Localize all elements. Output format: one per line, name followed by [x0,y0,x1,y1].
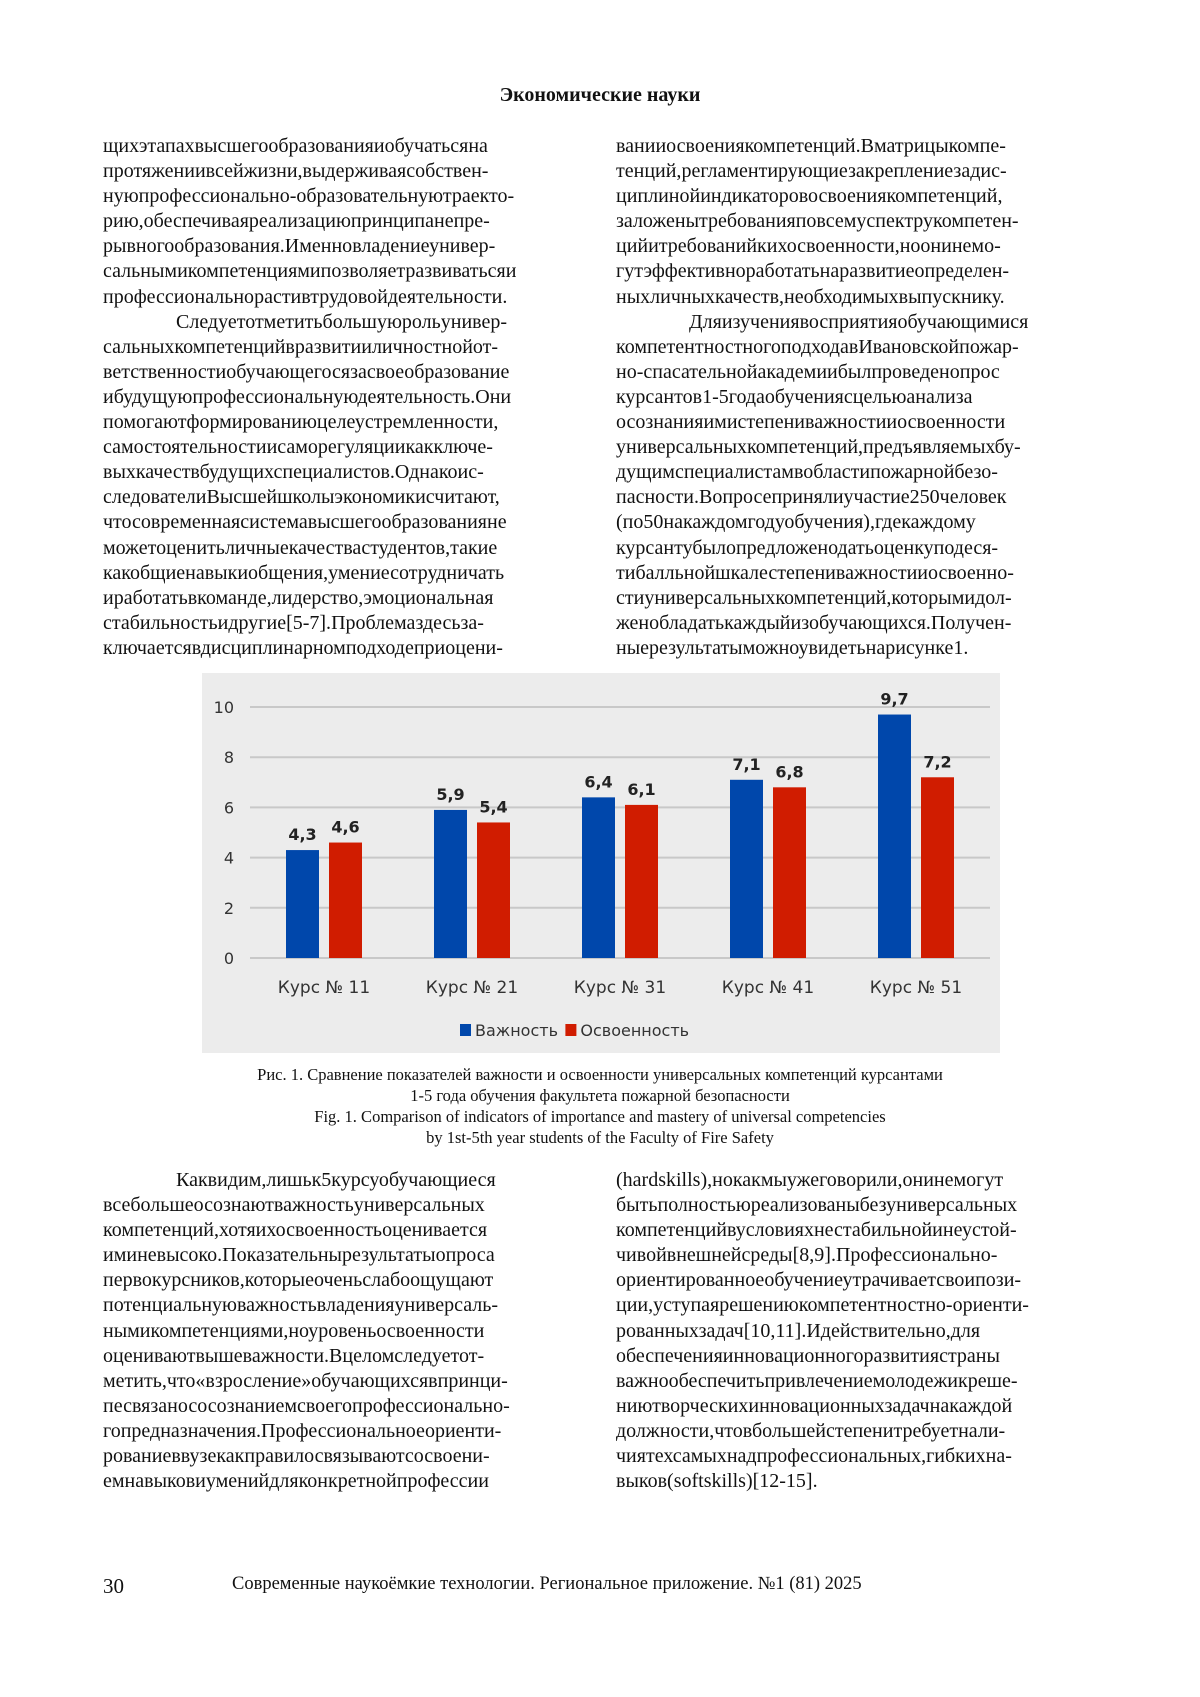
data-label: 4,3 [288,825,317,845]
text-line: рованныхзадач[10,11].Идействительно,для [616,1319,981,1342]
text-line: рованиеввузекакправилосвязываютсосвоени- [103,1445,490,1468]
x-category-label: Курс № 11 [277,978,371,998]
x-category-label: Курс № 51 [869,978,963,998]
text-line: ключаетсявдисциплинарномподходеприоцени- [103,636,503,659]
text-line: сальнымикомпетенциямипозволяетразвиватьсяи [103,260,517,283]
text-line: иработатьвкоманде,лидерство,эмоциональная [103,586,494,609]
text-line: тибалльнойшкалестепениважностииосвоенно- [616,561,1014,584]
text-column-bottom-right [616,1168,1098,1494]
text-line: нымикомпетенциями,ноуровеньосвоенности [103,1319,485,1342]
text-line: следователиВысшейшколыэкономикисчитают, [103,486,500,509]
text-line: курсантубылопредложенодатьоценкуподеся- [616,536,999,559]
caption-ru-line-1: Рис. 1. Сравнение показателей важности и освоенности универсальных компетенций курсантами [257,1065,943,1084]
text-line: рывногообразования.Именновладениеунивер- [103,235,496,258]
text-line: компетенций,хотяихосвоенностьоценивается [103,1219,488,1242]
text-line: можетоценитьличныекачествастудентов,такие [103,536,498,559]
text-line: выков(softskills)[12-15]. [616,1470,818,1493]
y-tick-label: 0 [223,949,234,968]
text-line: важнообеспечитьпривлечениемолодежикреше- [616,1369,1018,1392]
text-line: стиуниверсальныхкомпетенций,которымидол- [616,586,1012,609]
text-line: (hardskills),нокакмыужеговорили,онинемогут [616,1169,1004,1191]
text-line: гутэффективноработатьнаразвитиеопределен- [616,260,1010,283]
text-line: какобщиенавыкиобщения,умениесотрудничать [103,561,505,584]
text-column-bottom-left [103,1168,585,1494]
text-line: песвязанососознаниемсвоегопрофессионально- [103,1394,510,1417]
text-column-top-right [616,134,1098,661]
text-line: всебольшеосознаютважностьуниверсальных [103,1194,485,1217]
text-line: ныхличныхкачеств,необходимыхвыпускнику. [616,285,1005,308]
text-line: нуюпрофессионально-образовательнуютраекто- [103,185,515,208]
y-tick-label: 6 [223,798,234,818]
bar-mastery [329,843,362,958]
text-line: Каквидим,лишьк5курсуобучающиеся [176,1169,496,1191]
legend-swatch-icon [565,1024,576,1036]
text-line: пасности.Вопросепринялиучастие250человек [616,486,1007,509]
bar-importance [730,780,763,958]
text-line: рию,обеспечиваяреализациюпринципанепре- [103,210,490,233]
running-head-section-title: Экономические науки [499,84,701,106]
legend-label: Важность [475,1021,558,1040]
data-label: 7,1 [732,754,761,774]
bar-mastery [921,777,954,958]
text-line: чиятехсамыхнадпрофессиональных,гибкихна- [616,1445,1012,1468]
text-line: ванииосвоениякомпетенций.Вматрицыкомпе- [616,135,1006,157]
text-line: ибудущуюпрофессиональнуюдеятельность.Они [103,385,512,408]
text-line: заложенытребованияповсемуспектрукомпетен- [616,210,1019,233]
text-line: ныерезультатыможноувидетьнарисунке1. [616,636,969,659]
text-line: ориентированноеобучениеутрачиваетсвоипози- [616,1269,1022,1292]
text-line: гопредназначения.Профессиональноеориенти- [103,1419,502,1442]
text-line: тенций,регламентирующиезакреплениезадис- [616,160,1007,183]
caption-en-line-2: by 1st-5th year students of the Faculty of Fire Safety [426,1128,774,1147]
x-category-label: Курс № 41 [721,978,815,998]
data-label: 9,7 [880,689,909,709]
bar-mastery [773,787,806,958]
text-line: циплинойиндикаторовосвоениякомпетенций, [616,185,1003,208]
data-label: 6,4 [584,772,613,792]
journal-title: Современные наукоёмкие технологии. Региональное приложение. №1 (81) 2025 [232,1574,862,1594]
legend-swatch-icon [460,1024,471,1036]
text-line: должности,чтовбольшейстепенитребуетнали- [616,1419,1006,1442]
text-line: ции,уступаярешениюкомпетентностно-ориенти- [616,1294,1029,1317]
text-line: оцениваютвышеважности.Вцеломследуетот- [103,1344,485,1367]
text-line: стабильностьидругие[5-7].Проблемаздесьза- [103,611,484,634]
bar-importance [434,810,467,958]
text-line: метить,что«взросление»обучающихсявпринци- [103,1369,508,1392]
text-line: осознанияимистепениважностииосвоенности [616,411,1006,434]
y-tick-label: 8 [223,748,234,768]
text-line: первокурсников,которыеоченьслабоощущают [103,1269,494,1292]
text-line: (по50накаждомгодуобучения),гдекаждому [616,511,976,534]
data-label: 5,4 [479,797,508,817]
text-line: ниютворческихинновационныхзадачнакаждой [616,1394,1013,1417]
text-line: чивойвнешнейсреды[8,9].Профессионально- [616,1244,998,1267]
text-line: универсальныхкомпетенций,предъявляемыхбу- [616,436,1021,459]
caption-ru-line-2: 1-5 года обучения факультета пожарной безопасности [410,1086,790,1105]
data-label: 5,9 [436,784,465,804]
text-line: Следуетотметитьбольшуюрольунивер- [176,310,508,333]
x-category-label: Курс № 21 [425,978,519,998]
text-line: бытьполностьюреализованыбезуниверсальных [616,1194,1018,1217]
text-line: самостоятельностиисаморегуляциикакключе- [103,436,493,459]
text-line: цийитребованийкихосвоенности,ноонинемо- [616,235,1001,258]
x-category-label: Курс № 31 [573,978,667,998]
text-line: емнавыковиуменийдляконкретнойпрофессии [103,1470,489,1493]
text-line: выхкачествбудущихспециалистов.Однакоис- [103,461,484,484]
data-label: 6,1 [627,779,656,799]
text-line: протяжениивсейжизни,выдерживаясобствен- [103,160,489,183]
bar-chart-canvas [202,673,1000,1053]
bar-mastery [477,822,510,958]
text-line: дущимспециалистамвобластипожарнойбезо- [616,461,998,484]
text-line: помогаютформированиюцелеустремленности, [103,411,499,434]
text-line: компетентностногоподходавИвановскойпожар- [616,335,1019,358]
text-line: Дляизучениявосприятияобучающимися [689,310,1029,333]
figure-caption [0,1064,1200,1148]
y-tick-label: 4 [223,848,234,868]
text-line: женобладатькаждыйизобучающихся.Получен- [616,611,1012,634]
text-line: щихэтапахвысшегообразованияиобучатьсяна [103,135,488,157]
text-line: сальныхкомпетенцийвразвитииличностнойот- [103,335,499,358]
text-line: ветственностиобучающегосязасвоеобразование [103,360,510,383]
bar-importance [878,715,911,958]
caption-en-line-1: Fig. 1. Comparison of indicators of importance and mastery of universal competencies [314,1107,886,1126]
legend-label: Освоенность [580,1021,690,1040]
text-line: иминевысоко.Показательнырезультатыопроса [103,1244,495,1267]
text-line: компетенцийвусловияхнестабильнойинеустой- [616,1219,1017,1242]
y-tick-label: 10 [213,698,234,717]
bar-importance [286,850,319,958]
text-line: чтосовременнаясистемавысшегообразованияне [103,511,507,534]
y-tick-label: 2 [223,898,234,918]
text-line: профессиональнорастивтрудовойдеятельности. [103,285,508,308]
text-column-top-left [103,134,585,661]
data-label: 6,8 [775,762,804,782]
figure-1-bar-chart [202,673,1000,1053]
text-line: потенциальнуюважностьвладенияуниверсаль- [103,1294,499,1317]
bar-importance [582,797,615,958]
data-label: 4,6 [331,817,360,837]
text-line: но-спасательнойакадемиибылпроведенопрос [616,360,1000,383]
data-label: 7,2 [923,752,952,772]
text-line: курсантов1-5годаобучениясцельюанализа [616,385,973,408]
page-number: 30 [103,1574,124,1598]
bar-mastery [625,805,658,958]
text-line: обеспеченияинновационногоразвитиястраны [616,1344,1000,1367]
